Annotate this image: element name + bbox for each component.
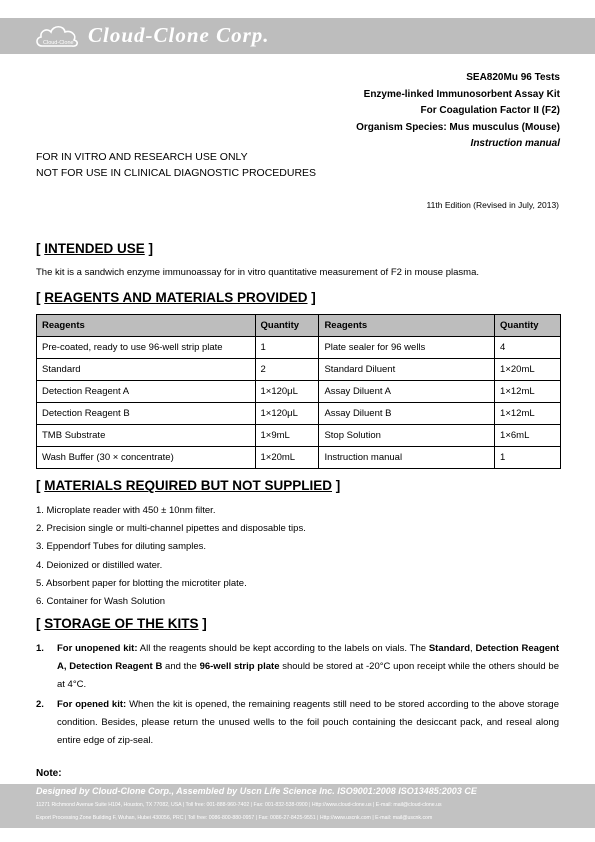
list-item: 5. Absorbent paper for blotting the microtiter plate. — [36, 577, 247, 589]
use-notice-line: NOT FOR USE IN CLINICAL DIAGNOSTIC PROCEDURES — [36, 166, 317, 179]
item-text: When the kit is opened, the remaining reagents still need to be stored according to the above storage condition. Besides, please return the unused wells to the foil pouch containing the desiccant pack, and reseal along entire edge of zip-seal. — [57, 698, 559, 747]
item-number: 1. — [36, 643, 44, 654]
catalog-number: SEA820Mu 96 Tests — [466, 72, 560, 83]
organism-species: Organism Species: Mus musculus (Mouse) — [356, 121, 560, 133]
target-protein: For Coagulation Factor II (F2) — [420, 105, 560, 116]
item-bold-text: Standard — [428, 643, 471, 654]
item-bold-text: Detection Reagent A, Detection Reagent B — [57, 643, 560, 673]
table-cell: Pre-coated, ready to use 96-well strip plate — [37, 337, 256, 359]
table-cell: Assay Diluent A — [319, 381, 495, 403]
table-row — [37, 337, 561, 359]
materials-list — [36, 502, 306, 611]
table-cell: Detection Reagent A — [37, 381, 256, 403]
storage-item-opened — [36, 696, 559, 751]
footer-address-us: 11271 Richmond Avenue Suite H104, Houston, TX 77082, USA | Toll free: 001-888-960-7402 | Fax: 001-832-538-0900 | Http://www.cloud-clone.us | E-mail: mail@cloud-clone.us — [36, 802, 442, 808]
product-meta — [356, 70, 560, 153]
list-item: 2. Precision single or multi-channel pipettes and disposable tips. — [36, 523, 306, 535]
section-heading-intended-use: [ INTENDED USE ] — [36, 241, 154, 256]
table-row — [37, 447, 561, 469]
reagents-table — [36, 314, 561, 469]
table-cell: Standard Diluent — [319, 359, 495, 381]
note-label: Note: — [36, 768, 62, 779]
table-cell: 1×120μL — [255, 403, 319, 425]
section-title: STORAGE OF THE KITS — [44, 616, 199, 631]
table-cell: 1×12mL — [495, 381, 561, 403]
section-title: REAGENTS AND MATERIALS PROVIDED — [44, 290, 308, 305]
table-row — [37, 359, 561, 381]
logo-small-text: Cloud-Clone — [43, 40, 74, 46]
table-header-row — [37, 315, 561, 337]
table-row — [37, 403, 561, 425]
table-cell: 2 — [255, 359, 319, 381]
table-row — [37, 425, 561, 447]
header-bar — [0, 18, 595, 54]
list-item: 1. Microplate reader with 450 ± 10nm filter. — [36, 505, 216, 516]
table-cell: Instruction manual — [319, 447, 495, 469]
table-cell: Stop Solution — [319, 425, 495, 447]
list-item: 3. Eppendorf Tubes for diluting samples. — [36, 541, 207, 553]
column-header: Quantity — [255, 315, 319, 337]
section-title: INTENDED USE — [44, 241, 145, 256]
section-heading-materials: [ MATERIALS REQUIRED BUT NOT SUPPLIED ] — [36, 478, 341, 493]
item-text: , — [470, 643, 476, 654]
section-heading-reagents: [ REAGENTS AND MATERIALS PROVIDED ] — [36, 290, 316, 305]
kit-type: Enzyme-linked Immunosorbent Assay Kit — [363, 88, 560, 100]
storage-item-unopened — [36, 640, 559, 695]
item-label: For unopened kit: — [57, 643, 138, 654]
intended-use-text: The kit is a sandwich enzyme immunoassay for in vitro quantitative measurement of F2 in mouse plasma. — [36, 267, 479, 278]
item-text: All the reagents should be kept according to the labels on vials. The — [137, 643, 429, 654]
use-notice — [36, 150, 316, 181]
table-cell: 1×120μL — [255, 381, 319, 403]
table-cell: 1×20mL — [495, 359, 561, 381]
table-cell: Assay Diluent B — [319, 403, 495, 425]
storage-list — [36, 640, 559, 750]
edition-text: 11th Edition (Revised in July, 2013) — [426, 200, 559, 210]
item-text: should be stored at -20°C upon receipt while the others should be at 4°C. — [57, 661, 559, 691]
table-cell: TMB Substrate — [37, 425, 256, 447]
item-text: and the — [162, 661, 200, 673]
table-cell: 1×20mL — [255, 447, 319, 469]
table-cell: Plate sealer for 96 wells — [319, 337, 495, 359]
table-cell: 4 — [495, 337, 561, 359]
table-cell: Wash Buffer (30 × concentrate) — [37, 447, 256, 469]
column-header: Quantity — [495, 315, 561, 337]
use-notice-line: FOR IN VITRO AND RESEARCH USE ONLY — [36, 151, 248, 163]
footer-tagline: Designed by Cloud-Clone Corp., Assembled by Uscn Life Science Inc. ISO9001:2008 ISO13485:2003 CE — [36, 786, 477, 796]
item-number: 2. — [36, 698, 44, 710]
item-bold-text: 96-well strip plate — [199, 661, 280, 673]
table-cell: 1 — [495, 447, 561, 469]
section-heading-storage: [ STORAGE OF THE KITS ] — [36, 616, 207, 631]
list-item: 4. Deionized or distilled water. — [36, 559, 163, 571]
column-header: Reagents — [319, 315, 495, 337]
section-title: MATERIALS REQUIRED BUT NOT SUPPLIED — [44, 478, 333, 493]
cloud-logo-icon — [34, 22, 80, 50]
list-item: 6. Container for Wash Solution — [36, 596, 166, 608]
footer-bar — [0, 784, 595, 828]
manual-label: Instruction manual — [470, 138, 560, 149]
table-cell: 1 — [255, 337, 319, 359]
column-header: Reagents — [37, 315, 256, 337]
table-cell: 1×9mL — [255, 425, 319, 447]
table-cell: Standard — [37, 359, 256, 381]
table-cell: 1×12mL — [495, 403, 561, 425]
item-label: For opened kit: — [57, 698, 127, 710]
footer-address-cn: Export Processing Zone Building F, Wuhan, Hubei 430056, PRC | Toll free: 0086-800-880-0957 | Fax: 0086-27-8425-9551 | Http://www.uscnk.com | E-mail: mail@uscnk.com — [36, 815, 433, 821]
table-row — [37, 381, 561, 403]
table-cell: Detection Reagent B — [37, 403, 256, 425]
logo-text: Cloud-Clone Corp. — [88, 23, 270, 47]
table-cell: 1×6mL — [495, 425, 561, 447]
